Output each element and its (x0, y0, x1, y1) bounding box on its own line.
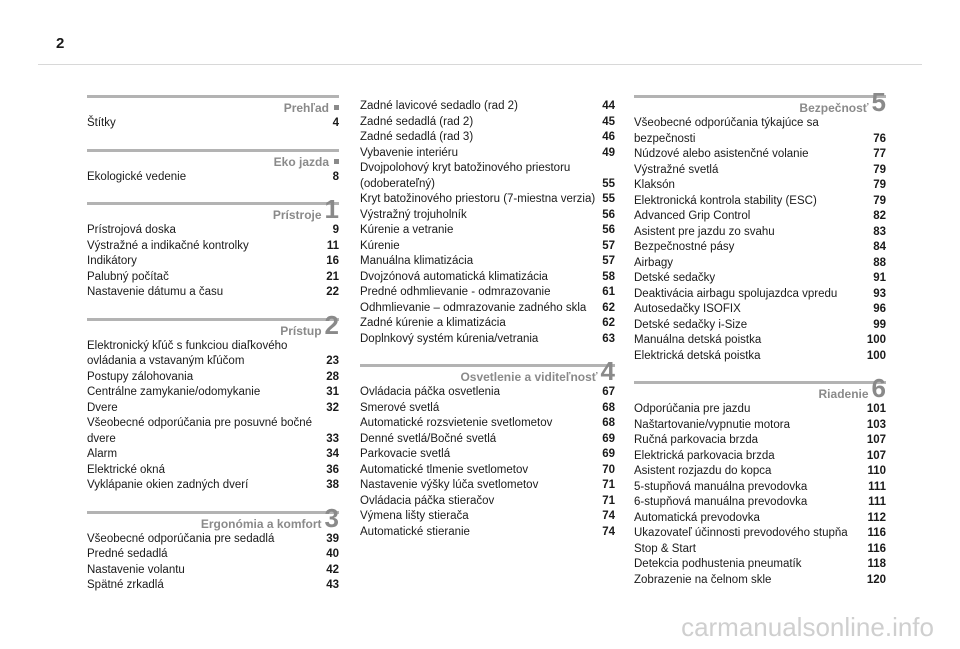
toc-entry-page: 61 (602, 286, 615, 298)
toc-entry-page: 107 (866, 434, 886, 446)
toc-entry-title: Predné sedadlá (87, 548, 168, 560)
toc-entry[interactable] (360, 192, 615, 208)
toc-entry-page: 38 (326, 479, 339, 491)
toc-entry-page: 63 (602, 332, 615, 345)
toc-entry-page: 42 (326, 563, 339, 576)
toc-entry-title: Výstražné svetlá (634, 163, 719, 176)
toc-entry-page: 33 (326, 432, 339, 445)
toc-column-3 (634, 87, 886, 605)
toc-entry[interactable] (87, 532, 339, 548)
square-marker-icon (334, 105, 339, 110)
toc-entry[interactable] (360, 239, 615, 255)
toc-entry-title: Kryt batožinového priestoru (7-miestna verzia) (360, 193, 596, 205)
toc-entry-title: Štítky (87, 117, 116, 129)
toc-entry[interactable] (634, 209, 886, 225)
section-title-row (87, 152, 339, 170)
toc-entry-page: 62 (602, 317, 615, 329)
toc-entry[interactable] (634, 147, 886, 163)
toc-entry[interactable] (360, 432, 615, 448)
section-title: Riadenie (818, 387, 869, 401)
section-title: Ergonómia a komfort (200, 516, 322, 531)
toc-entry-page: 4 (332, 117, 339, 129)
square-marker-icon (334, 159, 339, 164)
toc-entry[interactable] (87, 339, 339, 370)
toc-entry-page: 62 (602, 301, 615, 314)
toc-entry-title: Zadné sedadlá (rad 3) (360, 131, 474, 143)
toc-entry-title: Airbagy (634, 256, 673, 269)
toc-entry-title: Odhmlievanie – odmrazovanie zadného skla (360, 301, 587, 314)
toc-entry[interactable] (634, 464, 886, 480)
toc-entry-page: 34 (326, 448, 339, 460)
toc-entry[interactable] (87, 416, 339, 447)
toc-entry-title: Klaksón (634, 179, 675, 191)
toc-entry-page: 116 (867, 542, 886, 555)
toc-entry-title: Manuálna klimatizácia (360, 255, 474, 267)
toc-entry[interactable] (360, 208, 615, 224)
toc-entry[interactable] (634, 402, 886, 418)
section-header (634, 373, 886, 403)
toc-entry-title: Indikátory (87, 255, 137, 267)
toc-entry[interactable] (634, 225, 886, 241)
toc-entry[interactable] (360, 447, 615, 463)
toc-entry[interactable] (360, 316, 615, 332)
toc-entry-page: 32 (326, 401, 339, 414)
toc-section (87, 95, 339, 132)
toc-entry[interactable] (634, 557, 886, 573)
section-title: Eko jazda (273, 154, 329, 169)
toc-entry[interactable] (634, 116, 886, 147)
toc-entry-title: Denné svetlá/Bočné svetlá (360, 432, 497, 445)
toc-entry-page: 93 (873, 287, 886, 300)
toc-entry-title: Bezpečnostné pásy (634, 241, 735, 253)
section-header (87, 194, 339, 224)
toc-entry-title: Zobrazenie na čelnom skle (634, 573, 772, 586)
toc-entry-page: 55 (602, 193, 615, 205)
toc-entry[interactable] (87, 463, 339, 479)
toc-entry-title: Všeobecné odporúčania pre sedadlá (87, 532, 275, 545)
toc-entry-page: 23 (326, 355, 339, 367)
toc-entry-page: 56 (602, 224, 615, 236)
toc-entry-title: Predné odhmlievanie - odmrazovanie (360, 286, 551, 298)
toc-entry[interactable] (360, 494, 615, 510)
toc-entry[interactable] (360, 525, 615, 541)
toc-entry-page: 67 (602, 386, 615, 398)
toc-entry-title: Výmena lišty stierača (360, 510, 469, 522)
section-header (634, 87, 886, 117)
toc-entry-page: 96 (873, 303, 886, 315)
toc-entry[interactable] (634, 449, 886, 465)
toc-entry[interactable] (634, 418, 886, 434)
toc-entry-page: 49 (602, 146, 615, 159)
toc-section (87, 149, 339, 186)
toc-entry-page: 100 (866, 349, 886, 362)
toc-entry[interactable] (634, 302, 886, 318)
toc-entry-page: 76 (873, 132, 886, 145)
section-number: 1 (324, 194, 339, 224)
toc-entry-title: Ovládacia páčka stieračov (360, 494, 495, 507)
top-divider (38, 64, 922, 65)
toc-entry[interactable] (634, 433, 886, 449)
toc-entry-page: 31 (326, 386, 339, 398)
section-header (87, 309, 339, 340)
toc-entry-page: 8 (332, 170, 339, 183)
toc-entry-page: 22 (326, 286, 339, 298)
toc-entry-title: Asistent pre jazdu zo svahu (634, 225, 775, 238)
toc-entry-title: Všeobecné odporúčania pre posuvné bočné dvere (87, 417, 313, 445)
toc-entry-page: 70 (602, 463, 615, 476)
toc-entry-title: 6-stupňová manuálna prevodovka (634, 496, 808, 508)
toc-entry-title: Nastavenie dátumu a času (87, 286, 224, 298)
toc-entry[interactable] (87, 447, 339, 463)
toc-entry[interactable] (360, 270, 615, 286)
toc-entry[interactable] (87, 385, 339, 401)
toc-entry-page: 112 (867, 511, 886, 524)
toc-entry-page: 120 (866, 573, 886, 586)
toc-entry-page: 36 (326, 463, 339, 476)
toc-entry-page: 79 (873, 163, 886, 176)
toc-entry-title: Elektronická kontrola stability (ESC) (634, 194, 817, 207)
toc-entry-page: 57 (602, 239, 615, 252)
toc-entry[interactable] (634, 511, 886, 527)
toc-entry[interactable] (634, 163, 886, 179)
toc-entry-title: Núdzové alebo asistenčné volanie (634, 148, 809, 160)
toc-entry-page: 69 (602, 448, 615, 460)
toc-entry[interactable] (360, 146, 615, 162)
toc-entry-page: 21 (326, 270, 339, 283)
toc-entry[interactable] (634, 526, 886, 542)
toc-entry-title: Elektrické okná (87, 463, 165, 476)
section-title: Prístup (280, 323, 322, 338)
toc-entry-page: 9 (332, 224, 339, 236)
toc-entry-title: Automatická prevodovka (634, 511, 760, 524)
toc-entry-title: Detské sedačky i-Size (634, 318, 748, 331)
toc-entry-title: Manuálna detská poistka (634, 334, 762, 346)
toc-entry[interactable] (360, 99, 615, 115)
toc-section (87, 502, 339, 594)
toc-entry[interactable] (360, 463, 615, 479)
toc-entry-page: 107 (866, 449, 886, 462)
toc-entry-title: Centrálne zamykanie/odomykanie (87, 386, 261, 398)
toc-entry-page: 91 (873, 272, 886, 284)
toc-entry-page: 116 (867, 527, 886, 539)
toc-entry-page: 71 (602, 479, 615, 491)
toc-entry[interactable] (87, 254, 339, 270)
section-number: 3 (324, 502, 339, 533)
toc-entry-page: 45 (602, 115, 615, 128)
toc-entry-page: 82 (873, 210, 886, 222)
section-title: Osvetlenie a viditeľnosť (460, 370, 598, 384)
toc-entry[interactable] (87, 563, 339, 579)
toc-entry[interactable] (87, 270, 339, 286)
toc-entry-page: 58 (602, 270, 615, 283)
toc-entry-title: Detské sedačky (634, 272, 716, 284)
section-header (87, 502, 339, 533)
toc-entry[interactable] (87, 239, 339, 255)
toc-entry-title: Ručná parkovacia brzda (634, 434, 759, 446)
toc-entry-title: Nastavenie volantu (87, 563, 185, 576)
toc-entry-page: 101 (866, 403, 886, 415)
toc-entry-page: 46 (602, 131, 615, 143)
toc-entry-title: Výstražné a indikačné kontrolky (87, 239, 249, 252)
toc-entry-page: 103 (866, 418, 886, 431)
toc-entry-page: 44 (602, 100, 615, 112)
toc-entry[interactable] (87, 578, 339, 594)
toc-entry-title: Doplnkový systém kúrenia/vetrania (360, 332, 539, 345)
toc-section (360, 356, 615, 540)
toc-entry[interactable] (360, 332, 615, 348)
toc-entry-page: 77 (873, 148, 886, 160)
toc-entry-title: Spätné zrkadlá (87, 579, 164, 591)
section-title-row (87, 309, 339, 340)
toc-entry[interactable] (87, 170, 339, 186)
toc-entry-page: 43 (326, 579, 339, 591)
toc-entry-page: 84 (873, 241, 886, 253)
toc-entry-page: 57 (602, 255, 615, 267)
toc-entry-title: Stop & Start (634, 542, 697, 555)
toc-entry-title: Ekologické vedenie (87, 170, 187, 183)
toc-entry-title: Automatické tlmenie svetlometov (360, 463, 529, 476)
toc-entry[interactable] (634, 349, 886, 365)
toc-entry-page: 69 (602, 432, 615, 445)
toc-entry-title: Asistent rozjazdu do kopca (634, 465, 772, 477)
toc-entry-page: 68 (602, 401, 615, 414)
toc-entry-title: Nastavenie výšky lúča svetlometov (360, 479, 539, 491)
toc-entry[interactable] (634, 318, 886, 334)
toc-entry[interactable] (87, 116, 339, 132)
toc-entry-title: Odporúčania pre jazdu (634, 403, 751, 415)
section-number: 5 (871, 87, 886, 117)
toc-entry-title: Výstražný trojuholník (360, 208, 467, 221)
toc-entry[interactable] (634, 495, 886, 511)
section-title: Bezpečnosť (799, 101, 869, 115)
toc-entry[interactable] (634, 194, 886, 210)
toc-entry-title: Všeobecné odporúčania týkajúce sa bezpečnosti (634, 117, 819, 145)
toc-entry-title: Zadné sedadlá (rad 2) (360, 115, 474, 128)
toc-section (87, 309, 339, 494)
toc-entry-title: Parkovacie svetlá (360, 448, 451, 460)
toc-entry-title: Naštartovanie/vypnutie motora (634, 418, 790, 431)
toc-section (87, 194, 339, 301)
toc-entry-title: Kúrenie (360, 239, 400, 252)
section-title: Prístroje (272, 208, 322, 222)
section-title-row (87, 98, 339, 116)
toc-entry-title: Vyklápanie okien zadných dverí (87, 479, 249, 491)
toc-entry-page: 74 (602, 525, 615, 538)
toc-entry-title: Smerové svetlá (360, 401, 440, 414)
toc-entry-title: Advanced Grip Control (634, 210, 751, 222)
toc-entry-title: Zadné lavicové sedadlo (rad 2) (360, 100, 518, 112)
toc-entry-title: Deaktivácia airbagu spolujazdca vpredu (634, 287, 838, 300)
toc-entry[interactable] (634, 287, 886, 303)
toc-entry-page: 100 (866, 334, 886, 346)
toc-entry-page: 79 (873, 194, 886, 207)
toc-entry[interactable] (634, 480, 886, 496)
toc-entry[interactable] (360, 223, 615, 239)
toc-entry-title: Kúrenie a vetranie (360, 224, 454, 236)
toc-entry-title: Elektrická detská poistka (634, 349, 761, 362)
toc-entry[interactable] (360, 301, 615, 317)
toc-entry-title: Zadné kúrenie a klimatizácia (360, 317, 506, 329)
toc-entry-title: Detekcia podhustenia pneumatík (634, 558, 802, 570)
toc-entry-title: Palubný počítač (87, 270, 169, 283)
toc-entry-page: 99 (873, 318, 886, 331)
page-number: 2 (56, 35, 65, 52)
toc-entry[interactable] (360, 115, 615, 131)
toc-entry-page: 74 (602, 510, 615, 522)
toc-entry[interactable] (360, 285, 615, 301)
toc-entry-page: 111 (868, 496, 886, 508)
toc-entry-title: Dvojpolohový kryt batožinového priestoru (odoberateľný) (360, 162, 571, 190)
section-title-row (87, 502, 339, 533)
toc-entry-title: 5-stupňová manuálna prevodovka (634, 480, 808, 493)
toc-entry-page: 68 (602, 417, 615, 429)
toc-entry-page: 56 (602, 208, 615, 221)
toc-entry-title: Postupy zálohovania (87, 370, 194, 383)
toc-entry[interactable] (87, 285, 339, 301)
toc-entry[interactable] (360, 416, 615, 432)
section-title-row (634, 373, 886, 403)
section-title: Prehľad (283, 101, 329, 115)
toc-entry[interactable] (634, 271, 886, 287)
toc-entry[interactable] (634, 240, 886, 256)
section-header (87, 149, 339, 170)
toc-entry[interactable] (634, 573, 886, 589)
toc-entry-page: 16 (326, 255, 339, 267)
toc-entry[interactable] (360, 161, 615, 192)
section-number: 4 (600, 356, 615, 386)
section-header (360, 356, 615, 386)
toc-entry[interactable] (360, 401, 615, 417)
toc-entry-title: Dvojzónová automatická klimatizácia (360, 270, 548, 283)
watermark: carmanualsonline.info (681, 612, 934, 642)
toc-entry-page: 111 (868, 480, 886, 493)
toc-entry[interactable] (87, 478, 339, 494)
toc-entry-page: 88 (873, 256, 886, 269)
toc-entry-title: Prístrojová doska (87, 224, 176, 236)
toc-entry-title: Automatické rozsvietenie svetlometov (360, 417, 553, 429)
toc-entry[interactable] (87, 401, 339, 417)
toc-section (634, 373, 886, 588)
section-number: 6 (871, 373, 886, 403)
toc-entry-title: Elektrická parkovacia brzda (634, 449, 775, 462)
toc-entry[interactable] (87, 547, 339, 563)
toc-entry[interactable] (360, 509, 615, 525)
section-title-row (87, 194, 339, 224)
toc-entry[interactable] (360, 254, 615, 270)
toc-entry-page: 28 (326, 370, 339, 383)
toc-entry[interactable] (360, 478, 615, 494)
toc-entry-title: Vybavenie interiéru (360, 146, 459, 159)
toc-entry-page: 11 (326, 239, 339, 252)
toc-entry-page: 40 (326, 548, 339, 560)
toc-entry-page: 71 (602, 494, 615, 507)
toc-entry-page: 79 (873, 179, 886, 191)
toc-column-1 (87, 95, 339, 611)
toc-entry-page: 118 (867, 558, 886, 570)
toc-entry[interactable] (634, 256, 886, 272)
toc-entry-title: Automatické stieranie (360, 525, 470, 538)
toc-entry-title: Ovládacia páčka osvetlenia (360, 386, 500, 398)
section-title-row (634, 87, 886, 117)
toc-column-2 (360, 99, 615, 557)
toc-entry[interactable] (360, 385, 615, 401)
toc-entry[interactable] (360, 130, 615, 146)
toc-entry[interactable] (87, 370, 339, 386)
toc-entry[interactable] (634, 178, 886, 194)
toc-entry-title: Alarm (87, 448, 118, 460)
toc-section (360, 99, 615, 347)
toc-section (634, 87, 886, 364)
toc-entry-title: Ukazovateľ účinnosti prevodového stupňa (634, 527, 848, 539)
toc-entry[interactable] (634, 542, 886, 558)
toc-entry-page: 55 (602, 177, 615, 190)
toc-entry[interactable] (87, 223, 339, 239)
toc-entry-page: 110 (867, 465, 886, 477)
section-header (87, 95, 339, 116)
toc-entry-title: Elektronický kľúč s funkciou diaľkového ovládania a vstavaným kľúčom (87, 339, 288, 367)
toc-entry[interactable] (634, 333, 886, 349)
toc-entry-title: Dvere (87, 401, 118, 414)
section-title-row (360, 356, 615, 386)
section-number: 2 (324, 309, 339, 340)
toc-entry-page: 83 (873, 225, 886, 238)
toc-entry-title: Autosedačky ISOFIX (634, 303, 741, 315)
toc-entry-page: 39 (326, 532, 339, 545)
